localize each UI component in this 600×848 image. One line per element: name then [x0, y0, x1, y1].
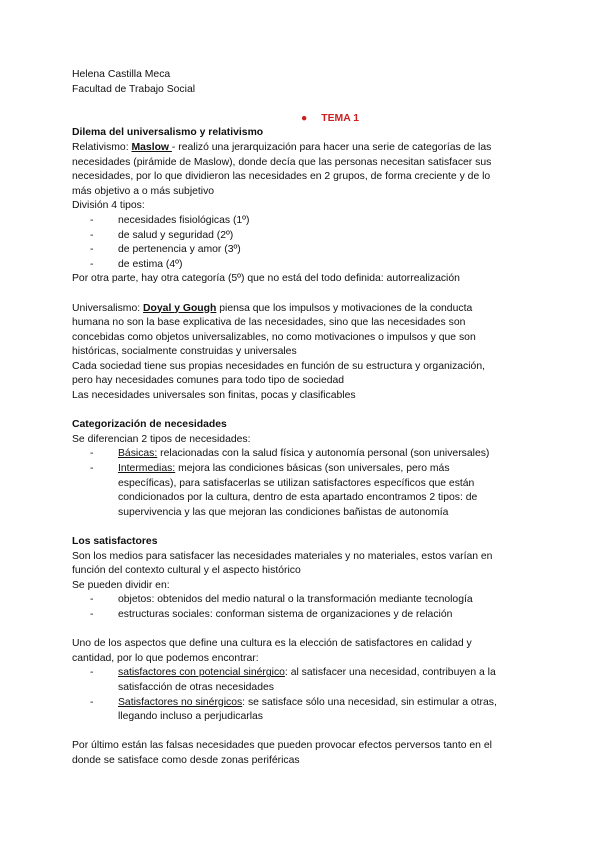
spacer — [72, 404, 532, 419]
spacer — [72, 520, 532, 535]
dash-marker: - — [90, 258, 94, 270]
paragraph-line: donde se satisface como desde zonas periféricas — [72, 754, 300, 766]
paragraph-line: humana no son la base explicativa de las necesidades, sino que las necesidades son — [72, 317, 466, 329]
list-item — [72, 258, 532, 273]
list-item-continuation: específicas), para satisfacerlas se utilizan satisfactores específicos que están — [118, 477, 475, 489]
relativismo-text: - realizó una jerarquización para hacer una serie de categorías de las — [171, 141, 492, 153]
list-item — [72, 593, 532, 608]
paragraph-line: Se diferencian 2 tipos de necesidades: — [72, 433, 251, 445]
paragraph-line: necesidades (pirámide de Maslow), donde decía que las personas necesitan satisfacer sus — [72, 156, 492, 168]
spacer — [72, 623, 532, 638]
universalismo-text: piensa que los impulsos y motivaciones de la conducta — [216, 302, 473, 314]
paragraph-line: más objetivo a o más subjetivo — [72, 185, 215, 197]
list-item-text: de pertenencia y amor (3º) — [118, 244, 241, 256]
spacer — [72, 97, 532, 112]
list-item-text: necesidades fisiológicas (1º) — [118, 214, 250, 226]
list-item-text: objetos: obtenidos del medio natural o la transformación mediante tecnología — [118, 594, 473, 606]
paragraph-line: necesidades, por lo que dividieron las necesidades en 2 grupos, de forma creciente y de lo — [72, 171, 491, 183]
faculty-name: Facultad de Trabajo Social — [72, 83, 196, 95]
list-item-continuation: supervivencia y las que mejoran las condiciones bañistas de autonomía — [118, 506, 449, 518]
relativismo-prefix: Relativismo: — [72, 141, 132, 153]
author-name: Helena Castilla Meca — [72, 69, 171, 80]
dash-marker: - — [90, 608, 94, 620]
universalismo-line — [72, 302, 532, 317]
list-item-text: : se satisface sólo una necesidad, sin estimular a otras, — [242, 696, 497, 708]
paragraph-line: Por último están las falsas necesidades que pueden provocar efectos perversos tanto en el — [72, 740, 492, 752]
list-item-continuation: llegando incluso a perjudicarlas — [118, 711, 263, 723]
document-body — [72, 68, 532, 769]
paragraph-line: Son los medios para satisfacer las necesidades materiales y no materiales, estos varían en — [72, 550, 493, 562]
paragraph-line: cantidad, por lo que podemos encontrar: — [72, 652, 259, 664]
relativismo-line — [72, 141, 532, 156]
section-heading-dilema: Dilema del universalismo y relativismo — [72, 127, 264, 139]
bullet-icon: ● — [301, 112, 308, 124]
paragraph-line: concebidas como objetos universalizables, no como motivaciones o impulsos y que son — [72, 331, 476, 343]
paragraph-line: Uno de los aspectos que define una cultura es la elección de satisfactores en calidad y — [72, 638, 472, 650]
dash-marker: - — [90, 594, 94, 606]
sinergico-label: satisfactores con potencial sinérgico — [118, 667, 285, 679]
list-item-text: : al satisfacer una necesidad, contribuyen a la — [284, 667, 496, 679]
paragraph-line: Cada sociedad tiene sus propias necesidades en función de su estructura y organización, — [72, 360, 485, 372]
list-item-text: mejora las condiciones básicas (son universales, pero más — [175, 463, 450, 475]
paragraph-line: históricas, socialmente construidas y universales — [72, 346, 297, 358]
paragraph-line: Por otra parte, hay otra categoría (5º) que no está del todo definida: autorrealización — [72, 273, 460, 285]
dash-marker: - — [90, 696, 94, 708]
list-item — [72, 462, 532, 477]
paragraph-line: función del contexto cultural y el aspecto histórico — [72, 565, 301, 577]
universalismo-prefix: Universalismo: — [72, 302, 144, 314]
tema-title — [72, 112, 532, 127]
intermedias-label: Intermedias: — [118, 463, 176, 475]
dash-marker: - — [90, 214, 94, 226]
dash-marker: - — [90, 667, 94, 679]
division-line: División 4 tipos: — [72, 200, 145, 212]
no-sinergico-label: Satisfactores no sinérgicos — [118, 696, 243, 708]
list-item-text: estructuras sociales: conforman sistema de organizaciones y de relación — [118, 608, 453, 620]
dash-marker: - — [90, 463, 94, 475]
list-item — [72, 243, 532, 258]
list-item-text: de estima (4º) — [118, 258, 183, 270]
spacer — [72, 287, 532, 302]
list-item — [72, 229, 532, 244]
basicas-label: Básicas: — [118, 448, 158, 460]
spacer — [72, 725, 532, 740]
list-item — [72, 447, 532, 462]
doyal-gough-name: Doyal y Gough — [143, 302, 217, 314]
list-item-continuation: satisfacción de otras necesidades — [118, 681, 274, 693]
dash-marker: - — [90, 244, 94, 256]
list-item — [72, 696, 532, 711]
dash-marker: - — [90, 229, 94, 241]
list-item — [72, 214, 532, 229]
section-heading-satisfactores: Los satisfactores — [72, 536, 158, 547]
list-item — [72, 608, 532, 623]
dash-marker: - — [90, 448, 94, 460]
list-item — [72, 666, 532, 681]
list-item-continuation: condicionados por la cultura, dentro de esta apartado encontramos 2 tipos: de — [118, 492, 478, 504]
maslow-name: Maslow — [131, 141, 172, 153]
paragraph-line: Las necesidades universales son finitas, pocas y clasificables — [72, 390, 356, 402]
section-heading-categorizacion: Categorización de necesidades — [72, 419, 227, 431]
list-item-text: de salud y seguridad (2º) — [118, 229, 234, 241]
paragraph-line: Se pueden dividir en: — [72, 579, 170, 591]
paragraph-line: pero hay necesidades comunes para todo tipo de sociedad — [72, 375, 345, 387]
list-item-text: relacionadas con la salud física y autonomía personal (son universales) — [157, 448, 490, 460]
tema-label: TEMA 1 — [321, 112, 359, 124]
